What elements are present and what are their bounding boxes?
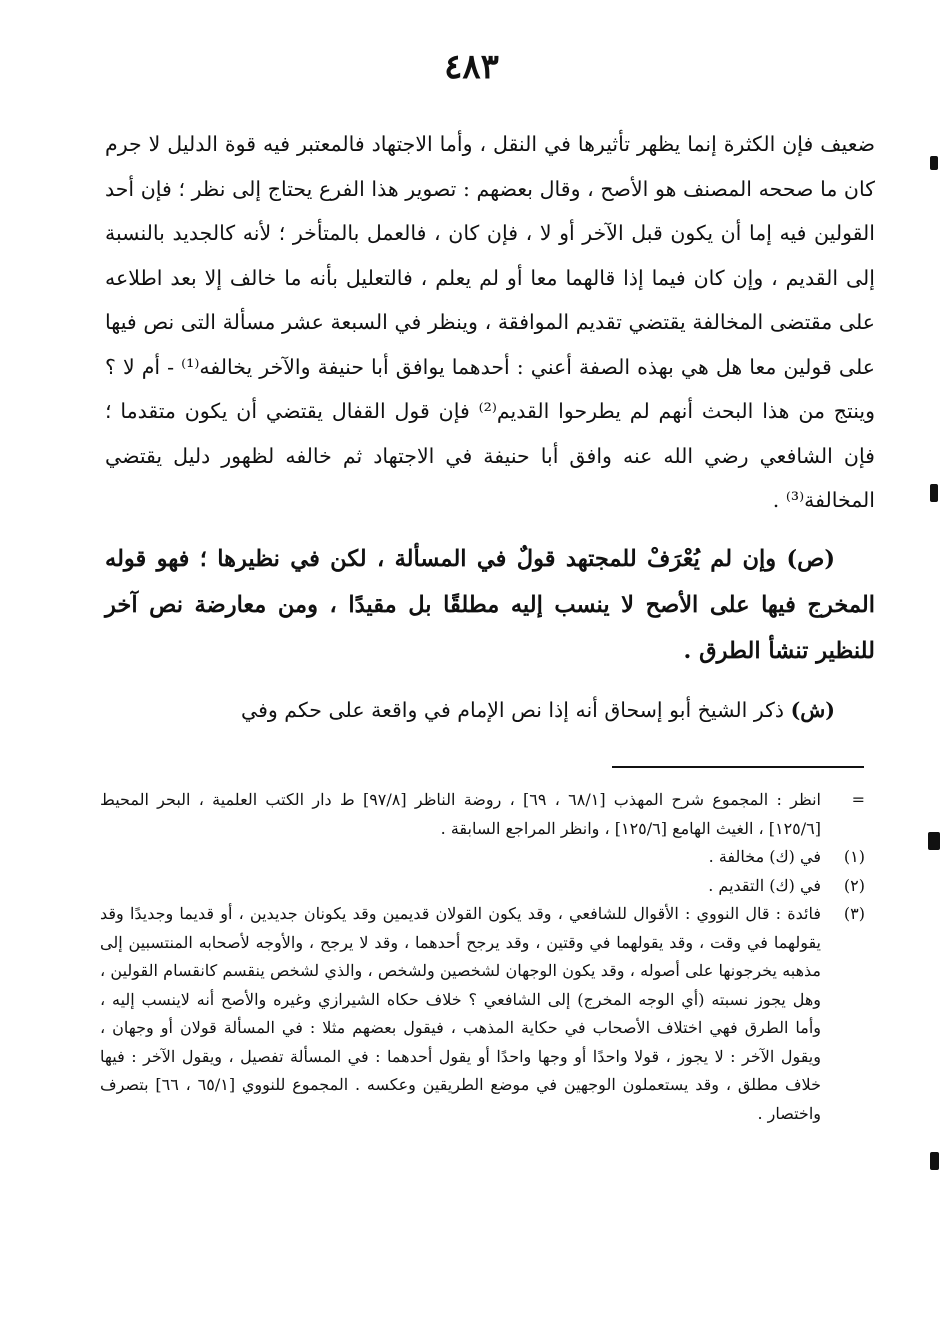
commentary xyxy=(105,688,875,732)
footnote-label: (٣) xyxy=(843,904,865,923)
body-paragraph: ضعيف فإن الكثرة إنما يظهر تأثيرها في النقل ، وأما الاجتهاد فالمعتبر فيه قوة الدليل لا جرم كان ما صححه المصنف هو الأصح ، وقال بعضهم : تصوير هذا الفرع يحتاج إلى نظر ؛ فإن أحد القولين فيه إما أن يكون قبل الآخر أو لا ، فإن كان ، فالعمل بالمتأخر ؛ لأنه كالجديد بالنسبة إلى القديم ، وإن كان فيما إذا قالهما معا أو لم يعلم ، فالتعليل بأنه ما خالف إلا بعد اطلاعه على مقتضى المخالفة يقتضي تقديم الموافقة ، وينظر في السبعة عشر مسألة التى نص فيها على قولين معا هل هي بهذه الصفة أعني : أحدهما يوافق أبا حنيفة والآخر يخالفه⁽¹⁾ - أم لا ؟ وينتج من هذا البحث أنهم لم يطرحوا القديم⁽²⁾ فإن قول القفال يقتضي أن يكون متقدما ؛ فإن الشافعي رضي الله عنه وافق أبا حنيفة في الاجتهاد ثم خالفه لظهور دليل يقتضي المخالفة⁽³⁾ . xyxy=(105,132,875,512)
scan-edge-mark xyxy=(928,832,940,850)
scan-edge-mark xyxy=(930,484,938,502)
commentary-text: ذكر الشيخ أبو إسحاق أنه إذا نص الإمام في واقعة على حكم وفي xyxy=(241,698,785,722)
footnote-text: في (ك) مخالفة . xyxy=(708,847,821,866)
page-number: ٤٨٣ xyxy=(444,47,499,87)
footnote-text: في (ك) التقديم . xyxy=(708,875,821,895)
footnote-divider xyxy=(612,766,864,768)
rule-paragraph xyxy=(105,536,875,674)
rule-statement xyxy=(105,536,875,674)
footnote-label: = xyxy=(851,790,865,809)
scan-edge-mark xyxy=(930,1152,939,1170)
footnote-text: انظر : المجموع شرح المهذب [٦٨/١ ، ٦٩] ، روضة الناظر [٩٧/٨] ط دار الكتب العلمية ، البحر المحيط [١٢٥/٦] ، الغيث الهامع [١٢٥/٦] ، وانظر المراجع السابقة . xyxy=(100,790,822,838)
footnote-2 xyxy=(100,872,865,901)
footnote-label: (١) xyxy=(843,847,865,866)
main-text xyxy=(105,122,875,523)
commentary-marker: (ش) xyxy=(790,698,835,722)
footnote-3 xyxy=(100,900,865,1128)
rule-marker: (ص) xyxy=(786,546,835,572)
rule-text: وإن لم يُعْرَفْ للمجتهد قولٌ في المسألة ، لكن في نظيرها ؛ فهو قوله المخرج فيها على الأصح لا ينسب إليه مطلقًا بل مقيدًا ، ومن معارضة نص آخر للنظير تنشأ الطرق . xyxy=(105,546,875,664)
scan-edge-mark xyxy=(930,156,938,170)
footnote-continued xyxy=(100,786,865,843)
footnotes xyxy=(100,786,865,1128)
commentary-paragraph xyxy=(105,688,875,732)
footnote-label: (٢) xyxy=(843,875,865,895)
footnote-1 xyxy=(100,843,865,872)
footnote-text: فائدة : قال النووي : الأقوال للشافعي ، وقد يكون القولان قديمين وقد يكونان جديدين ، أو قديما وجديدًا وقد يقولهما في وقت ، وقد يقولهما في وقتين ، وقد يرجح أحدهما ، وقد لا يرجح ، والأوجه لأصحابه المنتسبين إلى مذهبه يخرجونها على أصوله ، وقد يكون الوجهان لشخصين ولشخص ، والذي لشخص ينقسم كانقسام القولين ، وهل يجوز نسبته (أي الوجه المخرج) إلى الشافعي ؟ خلاف حكاه الشيرازي وغيره والأصح أنه لاينسب إليه ، وأما الطرق فهي اختلاف الأصحاب في حكاية المذهب ، فيقول بعضهم مثلا : في المسألة قولان أو وجهان ، ويقول الآخر : لا يجوز ، قولا واحدًا أو وجها واحدًا أو يقول أحدهما : في المسألة تفصيل ، ويقول الآخر : فيها خلاف مطلق ، وقد يستعملون الوجهين في موضع الطريقين وعكسه . المجموع للنووي [٦٥/١ ، ٦٦] بتصرف واختصار . xyxy=(100,904,822,1123)
